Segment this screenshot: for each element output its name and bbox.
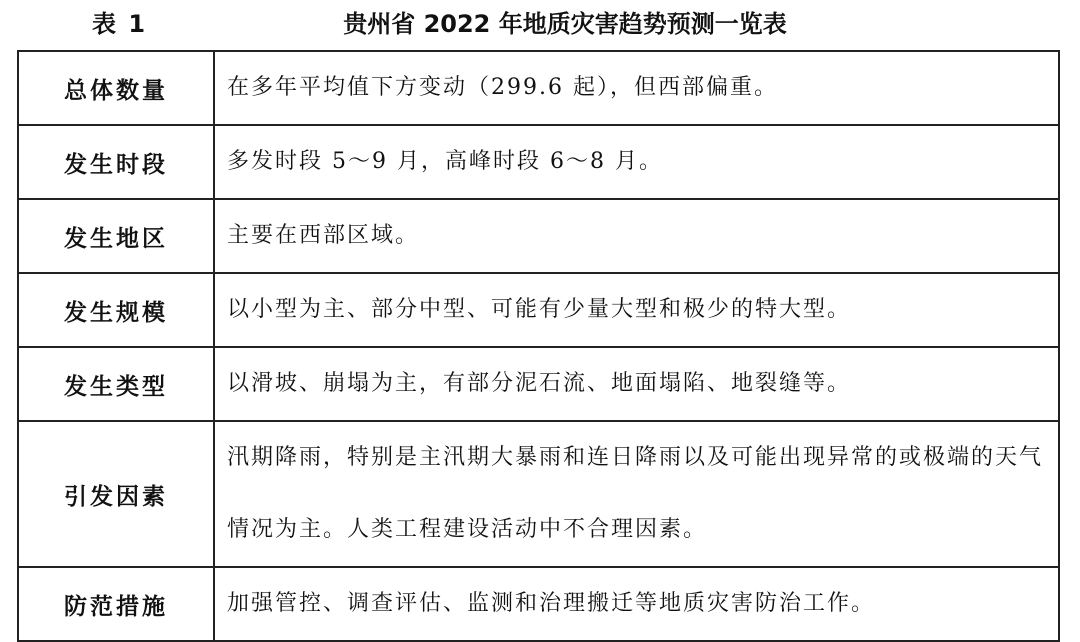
row-value: 以小型为主、部分中型、可能有少量大型和极少的特大型。 <box>214 273 1059 347</box>
table-row-type <box>18 347 1059 421</box>
row-value: 汛期降雨，特别是主汛期大暴雨和连日降雨以及可能出现异常的或极端的天气情况为主。人类工程建设活动中不合理因素。 <box>214 421 1059 567</box>
row-label: 发生类型 <box>18 347 214 421</box>
row-label: 防范措施 <box>18 567 214 641</box>
row-value: 主要在西部区域。 <box>214 199 1059 273</box>
row-value: 以滑坡、崩塌为主，有部分泥石流、地面塌陷、地裂缝等。 <box>214 347 1059 421</box>
row-value: 在多年平均值下方变动（299.6 起），但西部偏重。 <box>214 51 1059 125</box>
table-row-region <box>18 199 1059 273</box>
row-label: 引发因素 <box>18 421 214 567</box>
table-number: 表 1 <box>92 10 148 38</box>
table-title: 贵州省 2022 年地质灾害趋势预测一览表 <box>343 10 787 38</box>
row-label: 总体数量 <box>18 51 214 125</box>
row-label: 发生时段 <box>18 125 214 199</box>
row-value: 多发时段 5～9 月，高峰时段 6～8 月。 <box>214 125 1059 199</box>
row-value: 加强管控、调查评估、监测和治理搬迁等地质灾害防治工作。 <box>214 567 1059 641</box>
table-row-measures <box>18 567 1059 641</box>
forecast-table <box>17 50 1060 642</box>
row-label: 发生地区 <box>18 199 214 273</box>
table-row-scale <box>18 273 1059 347</box>
table-row-period <box>18 125 1059 199</box>
row-label: 发生规模 <box>18 273 214 347</box>
table-row-total-count <box>18 51 1059 125</box>
table-row-triggers <box>18 421 1059 567</box>
